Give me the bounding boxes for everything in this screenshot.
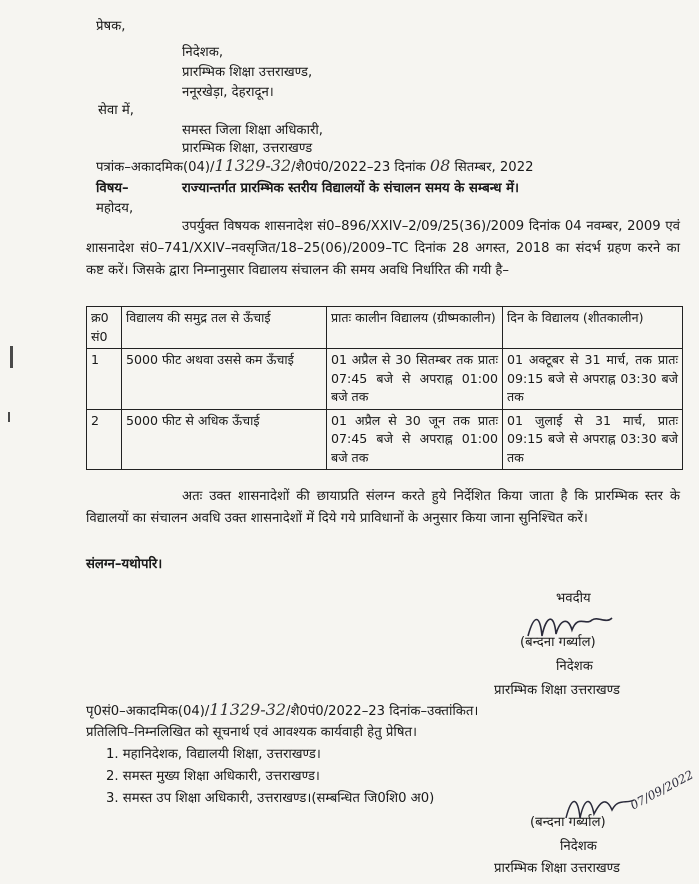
schedule-table [86, 306, 683, 470]
closing: भवदीय [556, 591, 591, 606]
table-row [87, 409, 683, 470]
copy-list-item: 2. समस्त मुख्य शिक्षा अधिकारी, उत्तराखण्ड। [106, 769, 320, 784]
subject-text: राज्यान्तर्गत प्रारम्भिक स्तरीय विद्यालयों के संचालन समय के सम्बन्ध में। [182, 181, 519, 196]
sender-line-3: ननूरखेड़ा, देहरादून। [182, 85, 274, 100]
signatory2-office: प्रारम्भिक शिक्षा उत्तराखण्ड [494, 861, 620, 876]
to-label: सेवा में, [98, 103, 134, 118]
signatory-office: प्रारम्भिक शिक्षा उत्तराखण्ड [494, 683, 620, 698]
ref-prefix: पत्रांक–अकादमिक(04)/ [96, 160, 215, 175]
table-header-cell: क्र0 सं0 [87, 307, 122, 349]
table-cell: 2 [87, 409, 122, 470]
table-header-cell: विद्यालय की समुद्र तल से ऊँचाई [122, 307, 327, 349]
ref-date-rest: सितम्बर, 2022 [454, 160, 534, 175]
signatory2-name: (बन्दना गर्ब्याल) [530, 815, 606, 830]
reference-line [96, 156, 533, 175]
copy-ref-prefix: पृ0सं0–अकादमिक(04)/ [86, 704, 210, 719]
signature-date: 07/09/2022 [628, 767, 696, 813]
salutation: महोदय, [96, 201, 134, 216]
copy-ref-suffix: /शै0पं0/2022–23 दिनांक–उक्तांकित। [286, 704, 479, 719]
ref-date-day: 08 [429, 156, 451, 175]
signatory2-designation: निदेशक [560, 839, 597, 854]
sender-line-2: प्रारम्भिक शिक्षा उत्तराखण्ड, [182, 65, 313, 80]
ref-suffix: /शै0पं0/2022–23 दिनांक [291, 160, 426, 175]
table-cell: 5000 फीट से अधिक ऊँचाई [122, 409, 327, 470]
scan-mark [8, 412, 10, 422]
body-paragraph-2: अतः उक्त शासनादेशों की छायाप्रति संलग्न करते हुये निर्देशित किया जाता है कि प्रारम्भिक स्तर के विद्यालयों का संचालन अवधि उक्त शासनादेशों में दिये गये प्राविधानों के अनुसार किया जाना सुनिश्चित करें। [86, 489, 680, 526]
signatory-name: (बन्दना गर्ब्याल) [520, 635, 596, 650]
table-header-cell: दिन के विद्यालय (शीतकालीन) [503, 307, 683, 349]
sender-line-1: निदेशक, [182, 45, 224, 60]
signatory-designation: निदेशक [556, 659, 593, 674]
copy-intro: प्रतिलिपि–निम्नलिखित को सूचनार्थ एवं आवश्यक कार्यवाही हेतु प्रेषित। [86, 725, 417, 740]
copy-ref-number: 11329-32 [209, 700, 287, 719]
table-cell: 01 अप्रैल से 30 सितम्बर तक प्रातः 07:45 बजे से अपराह्न 01:00 बजे तक [327, 349, 503, 410]
ref-number: 11329-32 [214, 156, 292, 175]
table-cell: 01 अक्टूबर से 31 मार्च, तक प्रातः 09:15 बजे से अपराह्न 03:30 बजे तक [503, 349, 683, 410]
table-header-row [87, 307, 683, 349]
table-header-cell: प्रातः कालीन विद्यालय (ग्रीष्मकालीन) [327, 307, 503, 349]
copy-list-item: 3. समस्त उप शिक्षा अधिकारी, उत्तराखण्ड।(सम्बन्धित जि0शि0 अ0) [106, 791, 435, 806]
body-paragraph-1: उपर्युक्त विषयक शासनादेश सं0–896/XXIV–2/09/25(36)/2009 दिनांक 04 नवम्बर, 2009 एवं शासनादेश सं0–741/XXIV–नवसृजित/18–25(06)/2009–TC दिनांक 28 अगस्त, 2018 का संदर्भ ग्रहण करने का कष्ट करें। जिसके द्वारा निम्नानुसार विद्यालय संचालन की समय अवधि निर्धारित की गयी है– [86, 219, 680, 278]
scan-mark [10, 346, 13, 368]
table-cell: 01 अप्रैल से 30 जून तक प्रातः 07:45 बजे से अपराह्न 01:00 बजे तक [327, 409, 503, 470]
sender-label: प्रेषक, [96, 19, 126, 34]
table-row [87, 349, 683, 410]
table-cell: 1 [87, 349, 122, 410]
enclosure-note: संलग्न–यथोपरि। [86, 557, 163, 572]
table-cell: 5000 फीट अथवा उससे कम ऊँचाई [122, 349, 327, 410]
recipient-line-1: समस्त जिला शिक्षा अधिकारी, [182, 123, 323, 138]
copy-reference-line [86, 700, 478, 719]
subject-label: विषय– [96, 181, 129, 196]
table-cell: 01 जुलाई से 31 मार्च, प्रातः 09:15 बजे से अपराह्न 03:30 बजे तक [503, 409, 683, 470]
copy-list-item: 1. महानिदेशक, विद्यालयी शिक्षा, उत्तराखण्ड। [106, 747, 321, 762]
recipient-line-2: प्रारम्भिक शिक्षा, उत्तराखण्ड [182, 141, 313, 156]
